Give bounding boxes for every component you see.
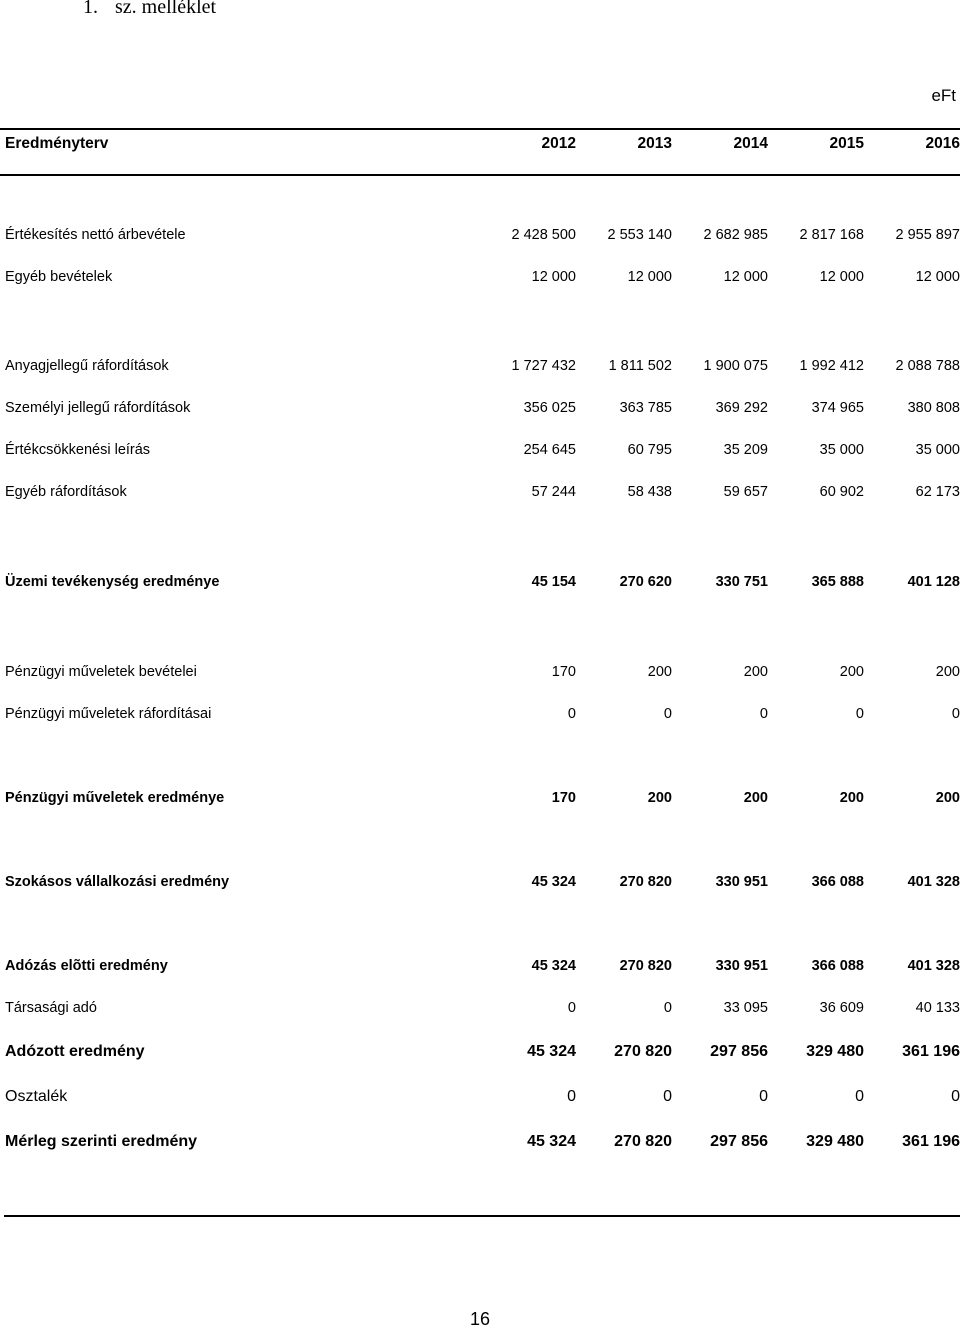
- row-value: 270 620: [619, 574, 672, 590]
- row-value: 2 088 788: [895, 358, 960, 374]
- row-value: 297 856: [710, 1043, 768, 1060]
- row-value: 369 292: [715, 400, 768, 416]
- table-row: [0, 1043, 960, 1065]
- row-value: 2 553 140: [607, 227, 672, 243]
- row-value: 40 133: [915, 1000, 960, 1016]
- row-value: 366 088: [811, 874, 864, 890]
- table-row: [0, 664, 960, 686]
- table-title: Eredményterv: [5, 135, 109, 152]
- bottom-rule: [4, 1215, 960, 1217]
- row-value: 2 682 985: [703, 227, 768, 243]
- row-value: 60 795: [627, 442, 672, 458]
- row-value: 36 609: [819, 1000, 864, 1016]
- row-value: 0: [567, 1088, 576, 1105]
- row-value: 2 428 500: [511, 227, 576, 243]
- row-value: 380 808: [907, 400, 960, 416]
- table-header-row: [0, 135, 960, 157]
- row-value: 270 820: [619, 874, 672, 890]
- row-label: Egyéb bevételek: [5, 269, 113, 285]
- table-row: [0, 269, 960, 291]
- row-value: 361 196: [902, 1043, 960, 1060]
- row-label: Pénzügyi műveletek eredménye: [5, 790, 225, 806]
- row-value: 270 820: [614, 1133, 672, 1150]
- row-value: 200: [743, 790, 768, 806]
- row-value: 270 820: [619, 958, 672, 974]
- row-value: 270 820: [614, 1043, 672, 1060]
- unit-label: eFt: [931, 86, 956, 105]
- row-value: 1 900 075: [703, 358, 768, 374]
- row-value: 0: [567, 1000, 576, 1016]
- table-row: [0, 706, 960, 728]
- row-value: 0: [951, 706, 960, 722]
- row-value: 0: [759, 1088, 768, 1105]
- row-value: 0: [663, 1000, 672, 1016]
- row-value: 330 751: [715, 574, 768, 590]
- row-label: Adózott eredmény: [5, 1043, 145, 1060]
- table-row: [0, 1133, 960, 1155]
- row-value: 200: [935, 790, 960, 806]
- row-value: 1 992 412: [799, 358, 864, 374]
- row-value: 12 000: [531, 269, 576, 285]
- table-row: [0, 874, 960, 896]
- row-value: 200: [647, 790, 672, 806]
- table-row: [0, 1000, 960, 1022]
- row-label: Szokásos vállalkozási eredmény: [5, 874, 230, 890]
- page-number: 16: [469, 1309, 491, 1329]
- row-value: 329 480: [806, 1133, 864, 1150]
- row-label: Pénzügyi műveletek bevételei: [5, 664, 197, 680]
- row-label: Egyéb ráfordítások: [5, 484, 127, 500]
- row-label: Értékcsökkenési leírás: [5, 442, 151, 458]
- year-header: 2014: [733, 135, 768, 152]
- table-row: [0, 358, 960, 380]
- row-value: 35 000: [819, 442, 864, 458]
- row-value: 401 328: [907, 958, 960, 974]
- table-row: [0, 442, 960, 464]
- row-value: 58 438: [627, 484, 672, 500]
- row-label: Üzemi tevékenység eredménye: [5, 574, 220, 590]
- row-value: 0: [663, 706, 672, 722]
- row-value: 200: [743, 664, 768, 680]
- row-value: 62 173: [915, 484, 960, 500]
- table-row: [0, 400, 960, 422]
- row-value: 45 324: [527, 1043, 576, 1060]
- table-row: [0, 790, 960, 812]
- row-value: 35 000: [915, 442, 960, 458]
- row-label: Értékesítés nettó árbevétele: [5, 227, 186, 243]
- annex-heading: [83, 0, 216, 19]
- row-value: 401 128: [907, 574, 960, 590]
- row-value: 0: [567, 706, 576, 722]
- year-header: 2016: [925, 135, 960, 152]
- year-header: 2012: [541, 135, 576, 152]
- row-value: 57 244: [531, 484, 576, 500]
- row-value: 2 817 168: [799, 227, 864, 243]
- row-label: Mérleg szerinti eredmény: [5, 1133, 198, 1150]
- row-value: 254 645: [523, 442, 576, 458]
- row-value: 59 657: [723, 484, 768, 500]
- row-value: 170: [551, 664, 576, 680]
- row-value: 330 951: [715, 958, 768, 974]
- row-value: 361 196: [902, 1133, 960, 1150]
- row-label: Anyagjellegű ráfordítások: [5, 358, 169, 374]
- table-row: [0, 484, 960, 506]
- row-value: 0: [855, 706, 864, 722]
- row-value: 45 324: [531, 874, 576, 890]
- row-value: 200: [935, 664, 960, 680]
- row-value: 297 856: [710, 1133, 768, 1150]
- row-value: 33 095: [723, 1000, 768, 1016]
- table-row: [0, 574, 960, 596]
- row-value: 366 088: [811, 958, 864, 974]
- row-value: 45 324: [527, 1133, 576, 1150]
- row-value: 330 951: [715, 874, 768, 890]
- annex-number: 1.: [83, 0, 98, 18]
- row-value: 12 000: [819, 269, 864, 285]
- row-value: 200: [839, 664, 864, 680]
- table-row: [0, 958, 960, 980]
- row-value: 0: [951, 1088, 960, 1105]
- row-value: 0: [759, 706, 768, 722]
- header-rule: [0, 174, 960, 176]
- row-value: 1 811 502: [608, 358, 672, 374]
- row-label: Pénzügyi műveletek ráfordításai: [5, 706, 212, 722]
- row-value: 200: [839, 790, 864, 806]
- row-value: 2 955 897: [895, 227, 960, 243]
- row-value: 0: [663, 1088, 672, 1105]
- row-value: 329 480: [806, 1043, 864, 1060]
- annex-title: sz. melléklet: [115, 0, 217, 18]
- year-header: 2015: [829, 135, 864, 152]
- row-value: 35 209: [723, 442, 768, 458]
- row-value: 200: [647, 664, 672, 680]
- top-rule: [0, 128, 960, 130]
- row-value: 45 324: [531, 958, 576, 974]
- row-value: 45 154: [531, 574, 576, 590]
- row-value: 12 000: [915, 269, 960, 285]
- row-value: 170: [551, 790, 576, 806]
- row-value: 1 727 432: [511, 358, 576, 374]
- row-value: 0: [855, 1088, 864, 1105]
- row-label: Személyi jellegű ráfordítások: [5, 400, 191, 416]
- row-value: 363 785: [619, 400, 672, 416]
- year-header: 2013: [637, 135, 672, 152]
- row-value: 374 965: [811, 400, 864, 416]
- table-row: [0, 227, 960, 249]
- row-value: 365 888: [811, 574, 864, 590]
- row-label: Társasági adó: [5, 1000, 97, 1016]
- row-value: 12 000: [627, 269, 672, 285]
- row-value: 60 902: [819, 484, 864, 500]
- table-row: [0, 1088, 960, 1110]
- row-label: Adózás elõtti eredmény: [5, 958, 168, 974]
- row-value: 401 328: [907, 874, 960, 890]
- row-value: 356 025: [523, 400, 576, 416]
- row-value: 12 000: [723, 269, 768, 285]
- row-label: Osztalék: [5, 1088, 68, 1105]
